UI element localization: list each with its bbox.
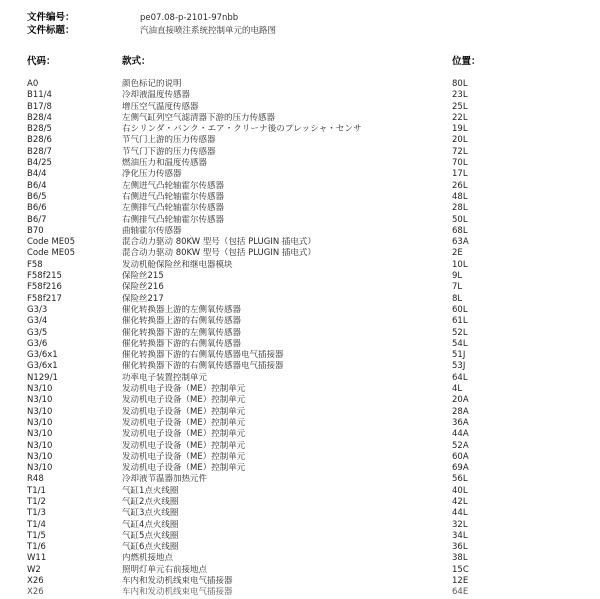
cell-location: 72L <box>452 146 468 157</box>
cell-code: B28/5 <box>27 124 52 135</box>
cell-description: 发动机电子设备（ME）控制单元 <box>122 384 246 395</box>
cell-description: 发动机电子设备（ME）控制单元 <box>122 463 246 474</box>
document-number-value: pe07.08-p-2101-97nbb <box>140 13 239 23</box>
table-header-row <box>0 53 600 79</box>
table-row <box>0 271 600 282</box>
cell-location: 70L <box>452 158 468 169</box>
cell-code: N3/10 <box>27 384 53 395</box>
column-header-description: 款式： <box>122 56 151 67</box>
cell-description: 功率电子装置控制单元 <box>122 372 208 383</box>
cell-description: 发动机电子设备（ME）控制单元 <box>122 429 246 440</box>
cell-code: W11 <box>27 553 47 564</box>
cell-location: 60A <box>452 451 469 462</box>
cell-description: 催化转换器下游的右侧氧传感器电气插接器 <box>122 361 284 372</box>
cell-code: Code ME05 <box>27 237 75 248</box>
cell-code: G3/6 <box>27 338 48 349</box>
cell-code: T1/3 <box>27 508 46 519</box>
cell-description: 内燃机接地点 <box>122 553 174 564</box>
cell-location: 64L <box>452 372 468 383</box>
cell-location: 44L <box>452 508 468 519</box>
cell-location: 22L <box>452 112 468 123</box>
cell-description: 气缸5点火线圈 <box>122 530 179 541</box>
cell-description: 保险丝217 <box>122 293 164 304</box>
cell-code: G3/5 <box>27 327 48 338</box>
cell-location: 42L <box>452 496 468 507</box>
cell-location: 15C <box>452 564 469 575</box>
cell-code: X26 <box>27 576 44 587</box>
cell-location: 64E <box>452 587 469 598</box>
cell-code: B28/4 <box>27 112 52 123</box>
table-row <box>0 497 600 508</box>
cell-description: 车内和发动机线束电气插接器 <box>122 576 233 587</box>
document-title-value: 汽油直接喷注系统控制单元的电路图 <box>140 26 277 36</box>
table-row <box>0 395 600 406</box>
table-row <box>0 169 600 180</box>
table-row <box>0 373 600 384</box>
cell-description: 保险丝215 <box>122 271 164 282</box>
table-row <box>0 294 600 305</box>
table-row <box>0 102 600 113</box>
cell-description: 催化转换器上游的右侧氧传感器 <box>122 316 242 327</box>
cell-description: 发动机舱保险丝和继电器模块 <box>122 259 233 270</box>
table-row <box>0 407 600 418</box>
document-header <box>0 0 600 37</box>
table-row <box>0 565 600 576</box>
table-header <box>0 53 600 79</box>
table-row <box>0 181 600 192</box>
cell-location: 23L <box>452 90 468 101</box>
table-row <box>0 237 600 248</box>
document-number-row <box>0 11 600 24</box>
cell-code: B4/25 <box>27 158 52 169</box>
table-row <box>0 248 600 259</box>
cell-code: B6/5 <box>27 191 47 202</box>
cell-location: 40L <box>452 485 468 496</box>
cell-code: Code ME05 <box>27 248 75 259</box>
cell-location: 34L <box>452 530 468 541</box>
cell-description: 发动机电子设备（ME）控制单元 <box>122 451 246 462</box>
cell-location: 50L <box>452 214 468 225</box>
cell-code: W2 <box>27 564 41 575</box>
cell-location: 12E <box>452 576 469 587</box>
cell-code: G3/6x1 <box>27 361 58 372</box>
cell-description: 气缸3点火线圈 <box>122 508 179 519</box>
cell-code: F58 <box>27 259 43 270</box>
cell-description: 发动机电子设备（ME）控制单元 <box>122 440 246 451</box>
cell-code: B11/4 <box>27 90 52 101</box>
table-row <box>0 520 600 531</box>
cell-description: 左侧进气凸轮轴霍尔传感器 <box>122 180 225 191</box>
table-row <box>0 531 600 542</box>
cell-location: 10L <box>452 259 468 270</box>
cell-code: N3/10 <box>27 406 53 417</box>
cell-description: 右侧排气凸轮轴霍尔传感器 <box>122 214 225 225</box>
cell-description: 气缸2点火线圈 <box>122 496 179 507</box>
table-row <box>0 576 600 587</box>
cell-description: 混合动力驱动 80KW 型号（包括 PLUGIN 插电式） <box>122 248 316 259</box>
table-row <box>0 474 600 485</box>
table-row <box>0 158 600 169</box>
table-row <box>0 463 600 474</box>
cell-location: 63A <box>452 237 469 248</box>
cell-location: 20A <box>452 395 469 406</box>
table-row <box>0 90 600 101</box>
cell-description: 混合动力驱动 80KW 型号（包括 PLUGIN 插电式） <box>122 237 316 248</box>
table-row <box>0 542 600 553</box>
cell-location: 25L <box>452 101 468 112</box>
cell-code: B28/7 <box>27 146 52 157</box>
cell-location: 52A <box>452 440 469 451</box>
table-row <box>0 147 600 158</box>
table-row <box>0 350 600 361</box>
cell-code: N3/10 <box>27 440 53 451</box>
cell-location: 69A <box>452 463 469 474</box>
cell-location: 2E <box>452 248 463 259</box>
table-row <box>0 215 600 226</box>
cell-location: 54L <box>452 338 468 349</box>
cell-location: 4L <box>452 384 463 395</box>
cell-description: 右シリンダ・バンク・エア・クリーナ後のプレッシャ・センサ <box>122 124 362 135</box>
component-listing-table <box>0 53 600 599</box>
cell-location: 44A <box>452 429 469 440</box>
cell-location: 48L <box>452 191 468 202</box>
table-row <box>0 429 600 440</box>
cell-code: T1/6 <box>27 542 46 553</box>
table-row <box>0 305 600 316</box>
cell-description: 发动机电子设备（ME）控制单元 <box>122 406 246 417</box>
cell-code: N3/10 <box>27 417 53 428</box>
cell-code: G3/6x1 <box>27 350 58 361</box>
cell-location: 7L <box>452 282 463 293</box>
cell-description: 左侧排气凸轮轴霍尔传感器 <box>122 203 225 214</box>
cell-description: 车内和发动机线束电气插接器 <box>122 587 233 598</box>
cell-code: T1/4 <box>27 519 46 530</box>
cell-location: 20L <box>452 135 468 146</box>
cell-code: G3/3 <box>27 304 48 315</box>
column-header-location: 位置： <box>452 56 481 67</box>
cell-description: 冷却液节温器加热元件 <box>122 474 208 485</box>
table-row <box>0 339 600 350</box>
cell-description: 气缸1点火线圈 <box>122 485 179 496</box>
cell-location: 36A <box>452 417 469 428</box>
cell-code: R48 <box>27 474 44 485</box>
cell-code: T1/2 <box>27 496 46 507</box>
cell-description: 右侧进气凸轮轴霍尔传感器 <box>122 191 225 202</box>
table-row <box>0 587 600 598</box>
cell-location: 56L <box>452 474 468 485</box>
table-body <box>0 79 600 599</box>
cell-code: F58f217 <box>27 293 62 304</box>
cell-location: 80L <box>452 79 468 89</box>
table-row <box>0 282 600 293</box>
cell-code: N129/1 <box>27 372 58 383</box>
cell-description: 发动机电子设备（ME）控制单元 <box>122 395 246 406</box>
cell-code: B17/8 <box>27 101 52 112</box>
cell-code: T1/1 <box>27 485 46 496</box>
document-title-row <box>0 24 600 37</box>
document-number-label: 文件编号： <box>27 12 75 23</box>
cell-description: 催化转换器上游的左侧氧传感器 <box>122 304 242 315</box>
cell-code: F58f215 <box>27 271 62 282</box>
cell-code: B6/4 <box>27 180 47 191</box>
table-row <box>0 418 600 429</box>
table-row <box>0 361 600 372</box>
table-row <box>0 192 600 203</box>
cell-location: 9L <box>452 271 463 282</box>
table-row <box>0 135 600 146</box>
cell-description: 保险丝216 <box>122 282 164 293</box>
table-row <box>0 486 600 497</box>
table-row <box>0 508 600 519</box>
table-row <box>0 553 600 564</box>
cell-code: A0 <box>27 79 39 89</box>
table-row <box>0 124 600 135</box>
cell-description: 冷却液温度传感器 <box>122 90 191 101</box>
cell-location: 52L <box>452 327 468 338</box>
document-title-label: 文件标题： <box>27 25 75 36</box>
cell-code: X26 <box>27 587 44 598</box>
cell-description: 节气门上游的压力传感器 <box>122 135 216 146</box>
cell-description: 曲轴霍尔传感器 <box>122 225 182 236</box>
cell-location: 32L <box>452 519 468 530</box>
cell-code: B6/6 <box>27 203 47 214</box>
cell-code: B4/4 <box>27 169 47 180</box>
cell-description: 燃油压力和温度传感器 <box>122 158 208 169</box>
cell-description: 催化转换器下游的右侧氧传感器电气插接器 <box>122 350 284 361</box>
cell-code: T1/5 <box>27 530 46 541</box>
cell-description: 左侧气缸列空气滤清器下游的压力传感器 <box>122 112 276 123</box>
table-row <box>0 79 600 90</box>
cell-location: 51J <box>452 350 466 361</box>
cell-location: 38L <box>452 553 468 564</box>
cell-description: 催化转换器下游的左侧氧传感器 <box>122 327 242 338</box>
cell-location: 17L <box>452 169 468 180</box>
table-row <box>0 226 600 237</box>
cell-code: B6/7 <box>27 214 47 225</box>
cell-location: 53J <box>452 361 466 372</box>
cell-code: N3/10 <box>27 395 53 406</box>
cell-location: 68L <box>452 225 468 236</box>
cell-location: 60L <box>452 304 468 315</box>
column-header-code: 代码： <box>27 56 56 67</box>
cell-code: B70 <box>27 225 44 236</box>
table-row <box>0 203 600 214</box>
cell-description: 气缸4点火线圈 <box>122 519 179 530</box>
cell-location: 36L <box>452 542 468 553</box>
cell-description: 节气门下游的压力传感器 <box>122 146 216 157</box>
cell-description: 颜色标记的说明 <box>122 79 182 89</box>
table-row <box>0 113 600 124</box>
cell-location: 26L <box>452 180 468 191</box>
cell-code: N3/10 <box>27 463 53 474</box>
cell-code: N3/10 <box>27 451 53 462</box>
cell-location: 28A <box>452 406 469 417</box>
cell-location: 19L <box>452 124 468 135</box>
table-row <box>0 452 600 463</box>
cell-code: B28/6 <box>27 135 52 146</box>
cell-code: N3/10 <box>27 429 53 440</box>
cell-description: 气缸6点火线圈 <box>122 542 179 553</box>
cell-description: 催化转换器下游的右侧氧传感器 <box>122 338 242 349</box>
cell-code: G3/4 <box>27 316 48 327</box>
table-row <box>0 260 600 271</box>
cell-description: 照明灯单元右前接地点 <box>122 564 208 575</box>
cell-location: 8L <box>452 293 463 304</box>
cell-description: 增压空气温度传感器 <box>122 101 199 112</box>
cell-location: 61L <box>452 316 468 327</box>
table-row <box>0 384 600 395</box>
table-row <box>0 328 600 339</box>
table-row <box>0 441 600 452</box>
table-row <box>0 316 600 327</box>
cell-description: 净化压力传感器 <box>122 169 182 180</box>
cell-description: 发动机电子设备（ME）控制单元 <box>122 417 246 428</box>
cell-code: F58f216 <box>27 282 62 293</box>
cell-location: 28L <box>452 203 468 214</box>
